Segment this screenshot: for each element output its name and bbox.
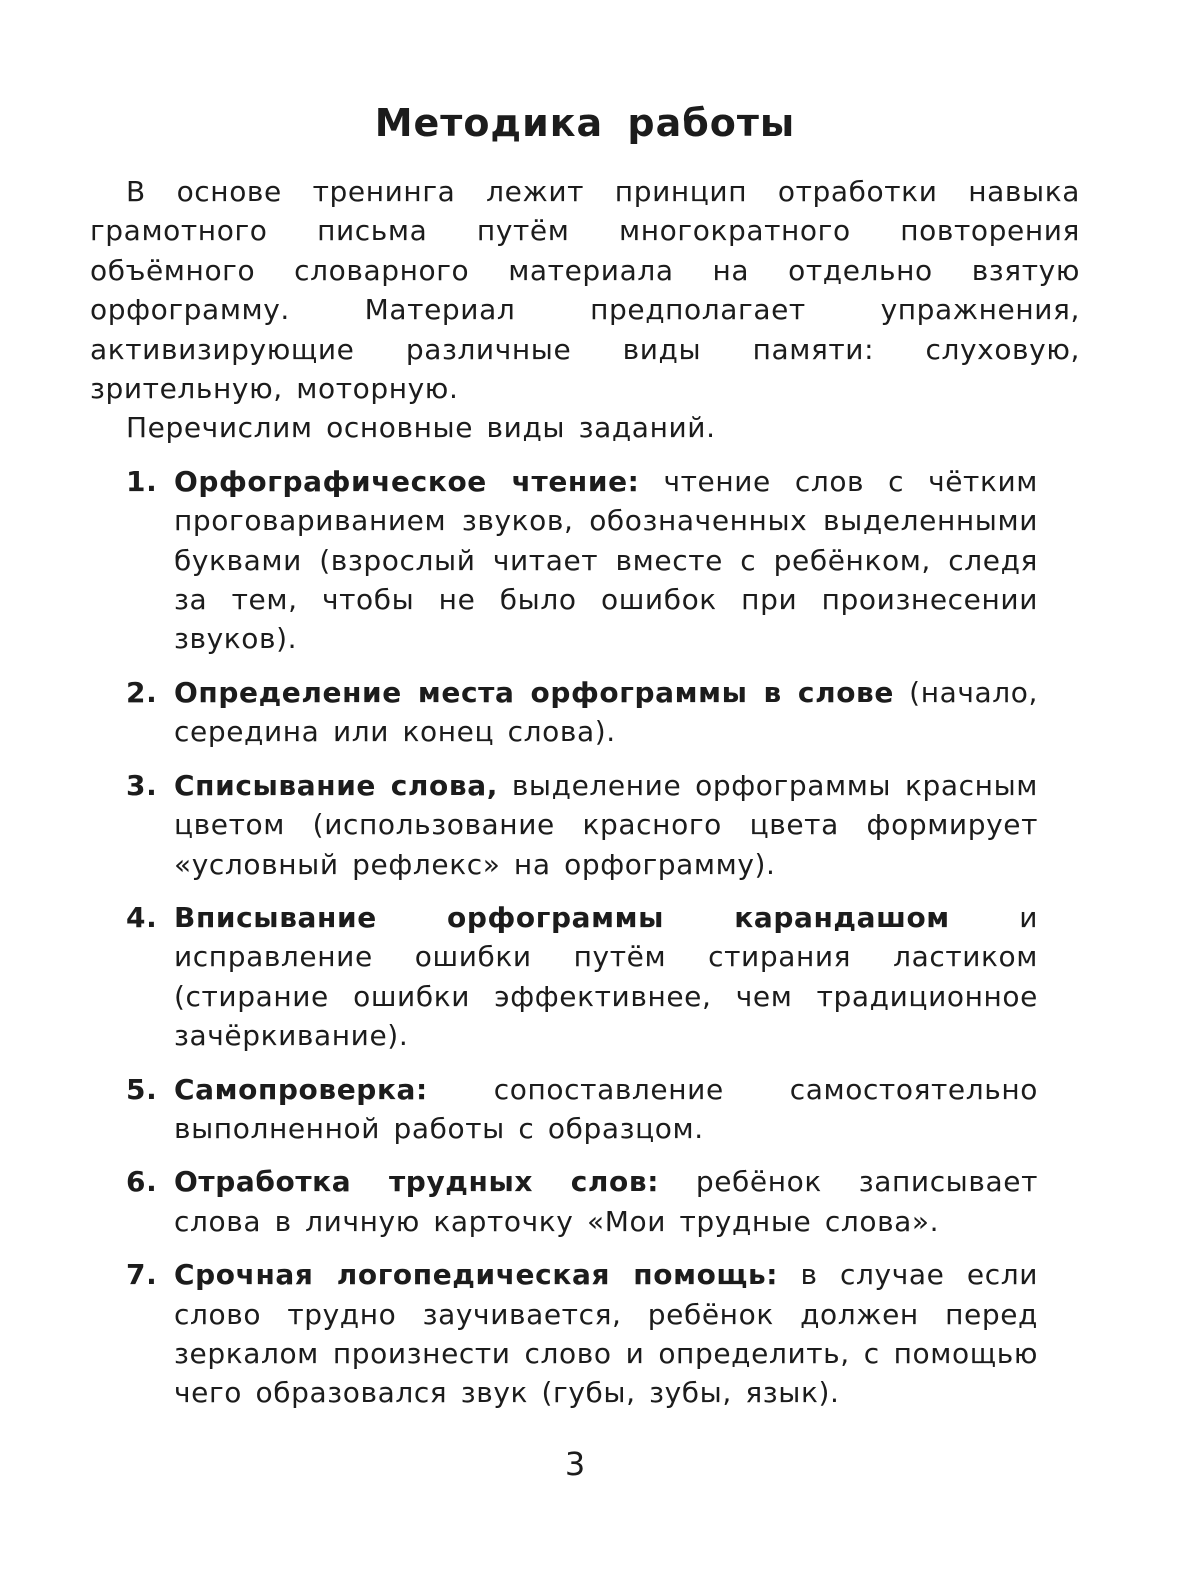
- list-item: [90, 673, 1038, 752]
- task-list: [90, 462, 1038, 1413]
- item-number: 5.: [126, 1072, 158, 1106]
- list-item: [90, 1255, 1038, 1413]
- item-number: 1.: [126, 464, 158, 498]
- item-term: Орфографическое чтение:: [174, 464, 640, 498]
- item-text: выделение орфограммы красным цветом (использование красного цвета формирует «условный рефлекс» на орфограмму).: [174, 768, 1038, 881]
- page-content: [90, 96, 1080, 1427]
- item-term: Списывание слова,: [174, 768, 498, 802]
- item-number: 4.: [126, 900, 158, 934]
- item-text: сопоставление самостоятельно выполненной работы с образцом.: [174, 1072, 1038, 1145]
- item-number: 2.: [126, 675, 158, 709]
- list-item: [90, 1162, 1038, 1241]
- item-text: ребёнок записывает слова в личную карточку «Мои трудные слова».: [174, 1165, 1038, 1238]
- page-number: 3: [564, 1445, 586, 1483]
- list-item: [90, 462, 1038, 659]
- item-number: 6.: [126, 1165, 158, 1199]
- item-text: (начало, середина или конец слова).: [174, 675, 1038, 749]
- list-item: [90, 766, 1038, 884]
- item-text: в случае если слово трудно заучивается, ребёнок должен перед зеркалом произнести слово и определить, с помощью чего образовался звук (губы, зубы, язык).: [174, 1258, 1038, 1410]
- intro-lead: Перечислим основные виды заданий.: [126, 411, 716, 445]
- item-term: Самопроверка:: [174, 1072, 428, 1106]
- page-title: Методика работы: [374, 101, 796, 145]
- item-term: Срочная логопедическая помощь:: [174, 1258, 779, 1292]
- item-text: и исправление ошибки путём стирания ластиком (стирание ошибки эффективнее, чем традиционное зачёркивание).: [174, 900, 1038, 1053]
- item-text: чтение слов с чётким проговариванием звуков, обозначенных выделенными буквами (взрослый читает вместе с ребёнком, следя за тем, чтобы не было ошибок при произнесении звуков).: [174, 464, 1038, 656]
- item-term: Определение места орфограммы в слове: [174, 675, 894, 709]
- item-number: 7.: [126, 1258, 158, 1292]
- list-item: [90, 1070, 1038, 1149]
- list-item: [90, 898, 1038, 1056]
- item-term: Вписывание орфограммы карандашом: [174, 900, 950, 934]
- intro-paragraph: В основе тренинга лежит принцип отработки навыка грамотного письма путём многократного повторения объёмного словарного материала на отдельно взятую орфограмму. Материал предполагает упражнения, активизирующие различные виды памяти: слуховую, зрительную, моторную.: [90, 175, 1080, 406]
- item-term: Отработка трудных слов:: [174, 1165, 659, 1199]
- item-number: 3.: [126, 768, 158, 802]
